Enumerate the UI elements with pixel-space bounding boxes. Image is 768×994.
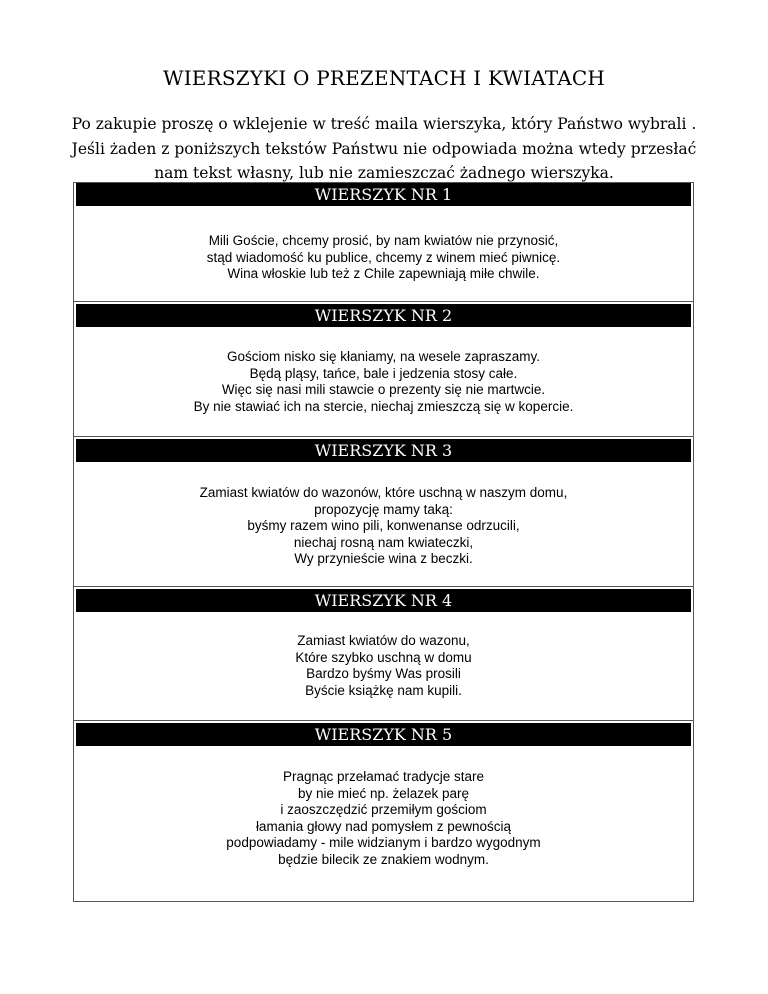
poem-line: Zamiast kwiatów do wazonu, — [297, 633, 470, 648]
poem-line: niechaj rosną nam kwiateczki, — [293, 534, 474, 550]
intro-line: nam tekst własny, lub nie zamieszczać żadnego wierszyka. — [154, 164, 614, 182]
poem-body — [74, 233, 693, 283]
poem-line: i zaoszczędzić przemiłym gościom — [280, 802, 487, 817]
poem-line: by nie mieć np. żelazek parę — [297, 785, 470, 801]
poem-line: Które szybko uschną w domu — [295, 649, 472, 665]
poem-line: Będą pląsy, tańce, bale i jedzenia stosy całe. — [249, 365, 518, 381]
section-divider — [74, 436, 693, 437]
poem-line: Zamiast kwiatów do wazonów, które uschną w naszym domu, — [199, 485, 568, 500]
poem-header: WIERSZYK NR 5 — [76, 723, 691, 746]
intro-line: Jeśli żaden z poniższych tekstów Państwu nie odpowiada można wtedy przesłać — [71, 139, 697, 158]
poem-line: Gościom nisko się kłaniamy, na wesele zapraszamy. — [226, 349, 541, 364]
poem-line: będzie bilecik ze znakiem wodnym. — [278, 851, 489, 867]
poem-line: Mili Goście, chcemy prosić, by nam kwiatów nie przynosić, — [208, 233, 559, 248]
poem-header: WIERSZYK NR 1 — [76, 183, 691, 206]
poem-line: propozycję mamy taką: — [314, 501, 453, 517]
poem-header: WIERSZYK NR 4 — [76, 589, 691, 612]
section-divider — [74, 586, 693, 587]
poem-header: WIERSZYK NR 3 — [76, 439, 691, 462]
poem-line: By nie stawiać ich na stercie, niechaj zmieszczą się w kopercie. — [193, 398, 574, 414]
poem-line: stąd wiadomość ku publice, chcemy z winem mieć piwnicę. — [206, 249, 561, 265]
poem-line: podpowiadamy - mile widzianym i bardzo wygodnym — [226, 835, 541, 850]
poem-body — [74, 349, 693, 415]
section-divider — [74, 301, 693, 302]
page-title: WIERSZYKI O PREZENTACH I KWIATACH — [162, 66, 606, 90]
section-divider — [74, 720, 693, 721]
poems-table — [73, 182, 694, 902]
poem-header: WIERSZYK NR 2 — [76, 304, 691, 327]
poem-line: łamania głowy nad pomysłem z pewnością — [255, 818, 512, 834]
intro-text — [70, 112, 698, 186]
poem-line: Wina włoskie lub też z Chile zapewniają miłe chwile. — [227, 266, 540, 281]
poem-body — [74, 485, 693, 568]
poem-line: byśmy razem wino pili, konwenanse odrzucili, — [247, 518, 520, 533]
poem-line: Wy przynieście wina z beczki. — [294, 551, 473, 566]
poem-line: Byście książkę nam kupili. — [305, 682, 462, 698]
poem-line: Pragnąc przełamać tradycje stare — [282, 769, 485, 784]
poem-body — [74, 633, 693, 699]
intro-line: Po zakupie proszę o wklejenie w treść maila wierszyka, który Państwo wybrali . — [71, 115, 697, 133]
poem-line: Bardzo byśmy Was prosili — [306, 666, 461, 681]
poem-line: Więc się nasi mili stawcie o prezenty się nie martwcie. — [221, 382, 546, 397]
poem-body — [74, 769, 693, 868]
